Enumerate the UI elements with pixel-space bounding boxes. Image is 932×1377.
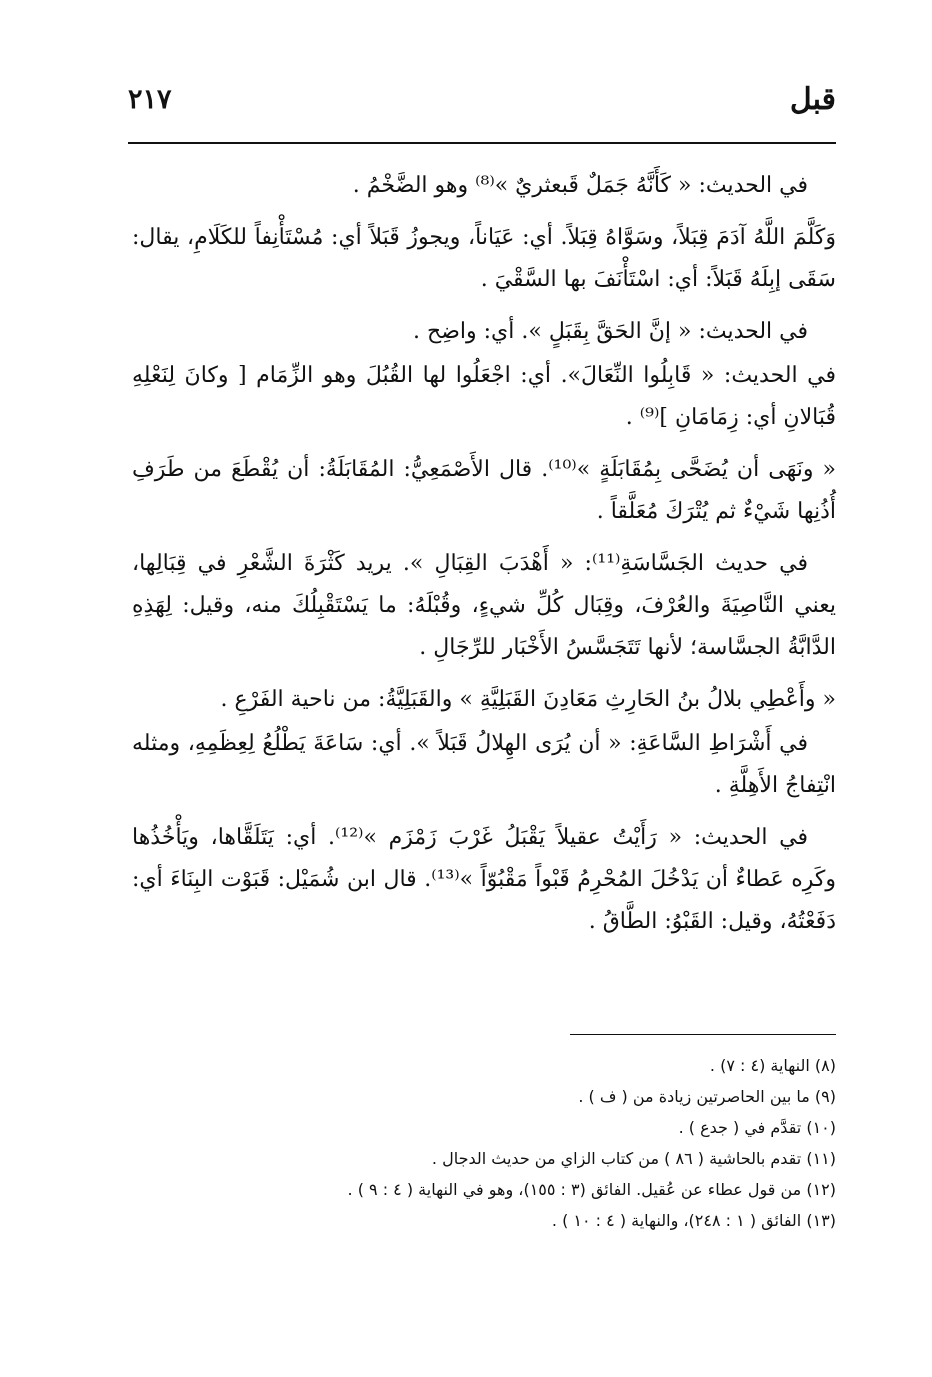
footnote-10: (١٠) تقدَّم في ( جدع ) . bbox=[678, 1118, 836, 1137]
paragraph-5: « ونَهَى أن يُضَحَّى بِمُقَابَلَةٍ »⁽¹⁰⁾. قال الأَصْمَعِيُّ: المُقَابَلَةُ: أن يُقْطَعَ من طَرَفِ أُذُنِها شَيْءٌ ثم يُتْرَكَ مُعَلَّقاً . bbox=[132, 457, 836, 524]
footnote-13: (١٣) الفائق ( ١ : ٢٤٨)، والنهاية ( ٤ : ١٠ ) . bbox=[551, 1211, 836, 1230]
footnote-rule bbox=[570, 1034, 836, 1035]
paragraph-6: في حديث الجَسَّاسَةِ⁽¹¹⁾: « أَهْدَبَ القِبَالِ ». يريد كَثْرَةَ الشَّعْرِ في قِبَالِها، يعني النَّاصِيَةَ والعُرْفَ، وقِبَال كُلِّ شيءٍ، وقُبْلَهُ: ما يَسْتَقْبِلُكَ منه، وقيل: لِهَذِهِ الدَّابَّةُ الجسَّاسة؛ لأنها تَتَجَسَّسُ الأَخْبَار للرِّجَالِ . bbox=[132, 551, 836, 660]
footnote-11: (١١) تقدم بالحاشية ( ٨٦ ) من كتاب الزاي من حديث الدجال . bbox=[431, 1149, 836, 1168]
footnote-12: (١٢) من قول عطاء عن عُقيل. الفائق (٣ : ١٥٥)، وهو في النهاية ( ٤ : ٩ ) . bbox=[347, 1180, 836, 1199]
main-text bbox=[132, 165, 836, 953]
paragraph-9: في الحديث: « رَأَيْتُ عقيلاً يَقْبَلُ غَرْبَ زَمْزَم »⁽¹²⁾. أي: يَتَلَقَّاها، ويَأْخُذُها وكَرِه عَطاءٌ أن يَدْخُلَ المُحْرِمُ قَبْواً مَقْبُوّاً »⁽¹³⁾. قال ابن شُمَيْل: قَبَوْت البِنَاءَ أي: دَفَعْتُهُ، وقيل: القَبْوُ: الطَّاقُ . bbox=[132, 825, 836, 934]
header-rule bbox=[128, 142, 836, 144]
footnotes bbox=[132, 1050, 836, 1236]
paragraph-4: في الحديث: « قَابِلُوا النِّعَالَ». أي: اجْعَلُوا لها القُبُلَ وهو الزِّمَام [ وكانَ لِنَعْلِهِ قُبَالانِ أي: زِمَامَانِ ]⁽⁹⁾ . bbox=[132, 363, 836, 430]
paragraph-3: في الحديث: « إنَّ الحَقَّ بِقَبَلٍ ». أي: واضِح . bbox=[413, 319, 808, 344]
page-number: ٢١٧ bbox=[128, 84, 172, 115]
entry-title: قبل bbox=[789, 82, 836, 117]
paragraph-8: في أَشْرَاطِ السَّاعَةِ: « أن يُرَى الهِلالُ قَبَلاً ». أي: سَاعَةَ يَطْلُعُ لِعِظَمِهِ، ومثله انْتِفاجُ الأَهِلَّةِ . bbox=[132, 731, 836, 798]
paragraph-2: وَكَلَّمَ اللَّهُ آدَمَ قِبَلاً، وسَوَّاهُ قِبَلاً. أي: عَيَاناً، ويجوزُ قَبَلاً أي: مُسْتَأْنِفاً للكَلَامِ، يقال: سَقَى إبِلَهُ قَبَلاً: أي: اسْتَأْنَفَ بها السَّقْيَ . bbox=[132, 225, 836, 292]
footnote-9: (٩) ما بين الحاصرتين زيادة من ( ف ) . bbox=[578, 1087, 836, 1106]
footnote-8: (٨) النهاية (٤ : ٧) . bbox=[709, 1056, 836, 1075]
paragraph-7: « وأَعْطِي بلالُ بنُ الحَارِثِ مَعَادِنَ القَبَلِيَّةِ » والقَبَلِيَّةُ: من ناحية الفَرْعِ . bbox=[220, 687, 836, 712]
page-header bbox=[128, 76, 836, 128]
paragraph-1: في الحديث: « كَأَنَّهُ جَمَلٌ قَبعثريٌ »⁽⁸⁾ وهو الضَّخْمُ . bbox=[352, 173, 808, 198]
